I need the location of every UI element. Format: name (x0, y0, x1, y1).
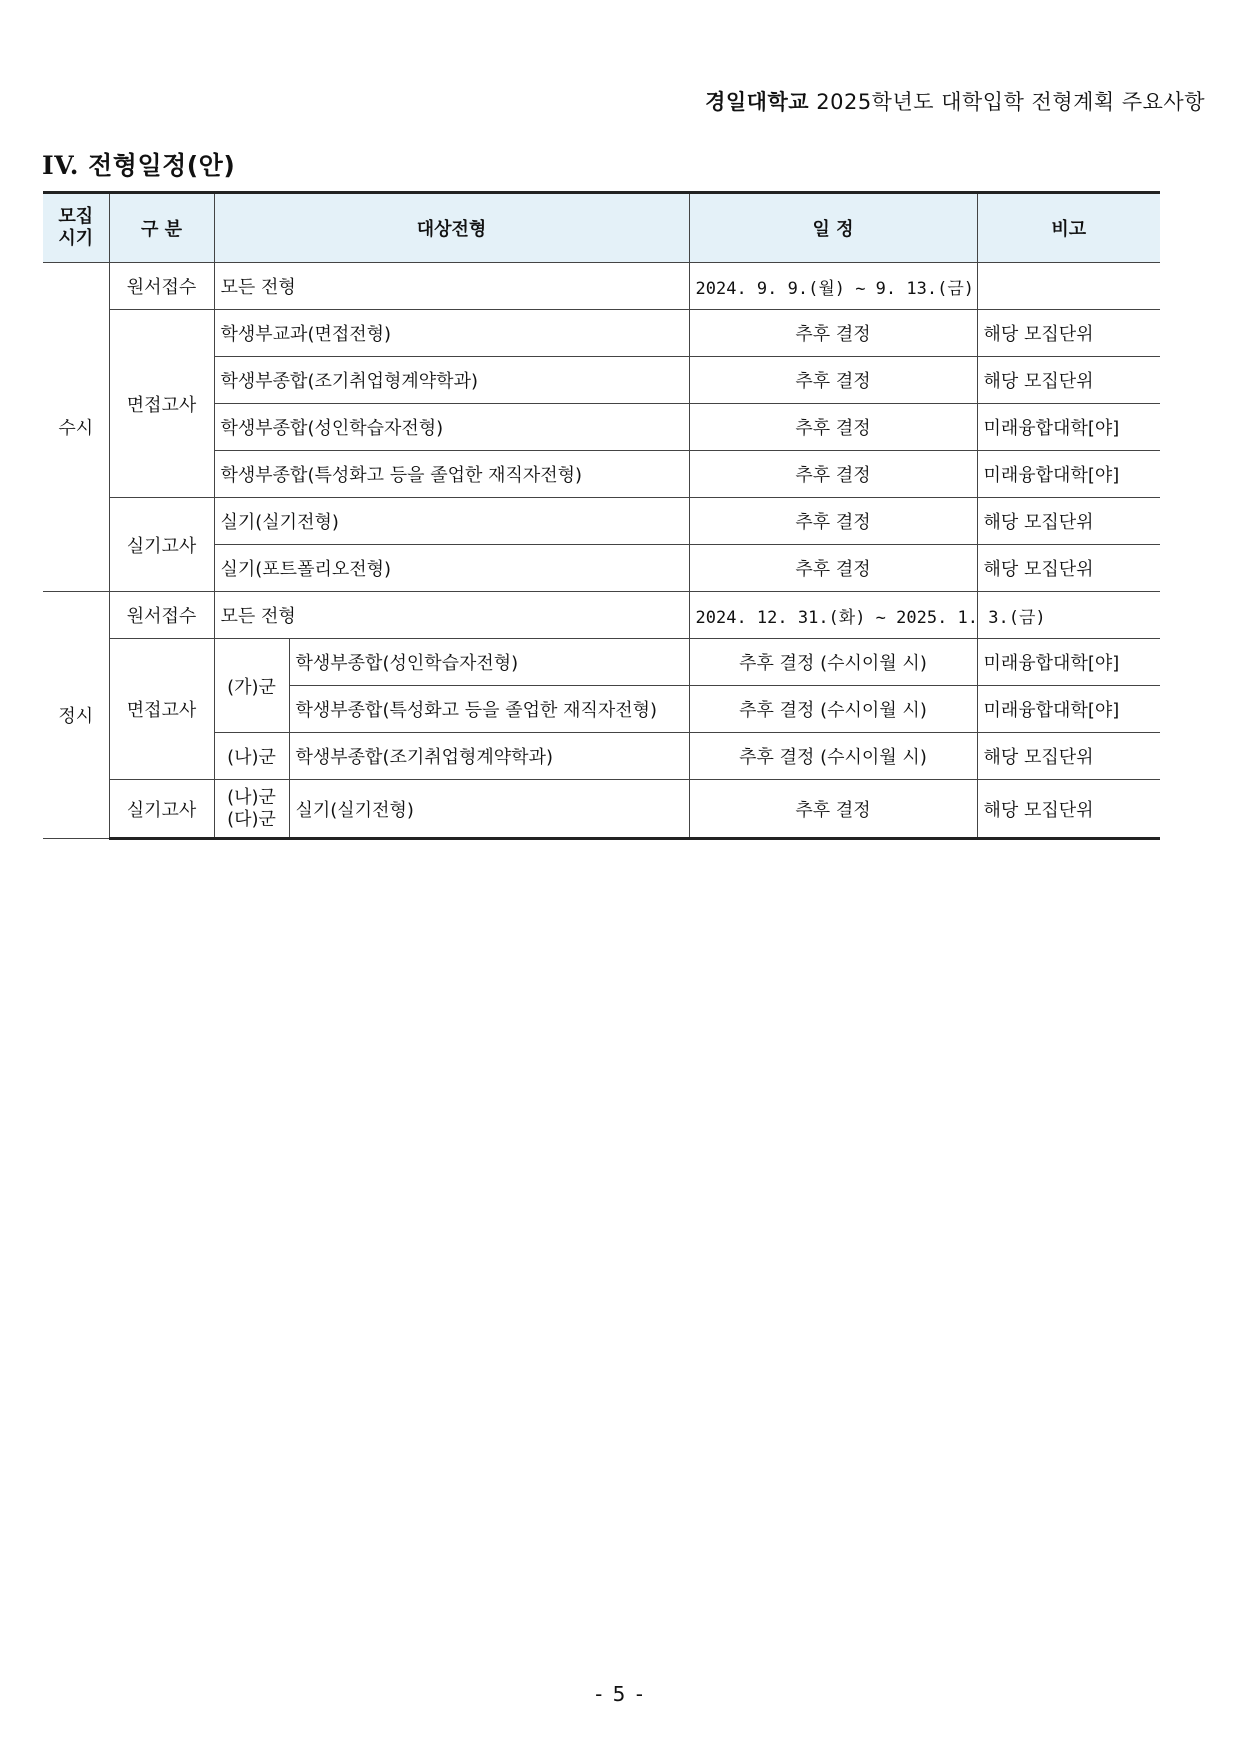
category-cell: 실기고사 (109, 780, 214, 839)
document-header (705, 86, 1205, 116)
table-row (43, 263, 1160, 310)
section-title-text: 전형일정(안) (88, 151, 236, 180)
table-row (43, 639, 1160, 686)
header-note: 비고 (977, 193, 1160, 263)
note-cell: 미래융합대학[야] (977, 451, 1160, 498)
target-cell: 실기(실기전형) (214, 498, 689, 545)
header-schedule: 일 정 (689, 193, 977, 263)
note-cell: 미래융합대학[야] (977, 404, 1160, 451)
target-cell: 학생부종합(특성화고 등을 졸업한 재직자전형) (214, 451, 689, 498)
note-cell: 미래융합대학[야] (977, 686, 1160, 733)
period-cell-susi: 수시 (43, 263, 109, 592)
schedule-cell: 추후 결정 (689, 310, 977, 357)
target-cell: 학생부종합(성인학습자전형) (289, 639, 689, 686)
schedule-cell: 추후 결정 (689, 545, 977, 592)
schedule-cell: 추후 결정 (수시이월 시) (689, 686, 977, 733)
category-cell: 면접고사 (109, 310, 214, 498)
header-period: 모집 시기 (43, 193, 109, 263)
target-cell: 실기(실기전형) (289, 780, 689, 839)
admission-schedule-table (43, 191, 1160, 840)
schedule-cell: 2024. 12. 31.(화) ~ 2025. 1. 3.(금) (689, 592, 977, 639)
table-row (43, 498, 1160, 545)
target-cell: 학생부교과(면접전형) (214, 310, 689, 357)
section-title (42, 146, 235, 182)
schedule-cell: 추후 결정 (689, 404, 977, 451)
note-cell: 해당 모집단위 (977, 780, 1160, 839)
schedule-cell: 추후 결정 (수시이월 시) (689, 733, 977, 780)
page-number: - 5 - (595, 1682, 645, 1706)
target-cell: 실기(포트폴리오전형) (214, 545, 689, 592)
target-cell: 모든 전형 (214, 263, 689, 310)
schedule-cell: 추후 결정 (689, 357, 977, 404)
table-row (43, 310, 1160, 357)
schedule-cell: 2024. 9. 9.(월) ~ 9. 13.(금) (689, 263, 977, 310)
document-subtitle: 2025학년도 대학입학 전형계획 주요사항 (816, 90, 1205, 114)
schedule-cell: 추후 결정 (689, 780, 977, 839)
table-header-row (43, 193, 1160, 263)
note-cell (977, 263, 1160, 310)
note-cell: 해당 모집단위 (977, 733, 1160, 780)
schedule-cell: 추후 결정 (689, 498, 977, 545)
group-cell: (나)군 (214, 733, 289, 780)
schedule-cell: 추후 결정 (689, 451, 977, 498)
note-cell: 해당 모집단위 (977, 498, 1160, 545)
target-cell: 학생부종합(조기취업형계약학과) (289, 733, 689, 780)
group-cell: (가)군 (214, 639, 289, 733)
category-cell: 원서접수 (109, 592, 214, 639)
category-cell: 원서접수 (109, 263, 214, 310)
schedule-cell: 추후 결정 (수시이월 시) (689, 639, 977, 686)
group-cell: (나)군 (다)군 (214, 780, 289, 839)
table-row (43, 780, 1160, 839)
target-cell: 학생부종합(조기취업형계약학과) (214, 357, 689, 404)
note-cell: 미래융합대학[야] (977, 639, 1160, 686)
target-cell: 학생부종합(성인학습자전형) (214, 404, 689, 451)
category-cell: 면접고사 (109, 639, 214, 780)
period-cell-jeongsi: 정시 (43, 592, 109, 839)
note-cell: 해당 모집단위 (977, 310, 1160, 357)
school-name: 경일대학교 (705, 90, 810, 114)
target-cell: 모든 전형 (214, 592, 689, 639)
note-cell: 해당 모집단위 (977, 357, 1160, 404)
target-cell: 학생부종합(특성화고 등을 졸업한 재직자전형) (289, 686, 689, 733)
header-target: 대상전형 (214, 193, 689, 263)
section-number: IV. (42, 151, 79, 180)
header-category: 구 분 (109, 193, 214, 263)
note-cell: 해당 모집단위 (977, 545, 1160, 592)
category-cell: 실기고사 (109, 498, 214, 592)
table-row (43, 592, 1160, 639)
